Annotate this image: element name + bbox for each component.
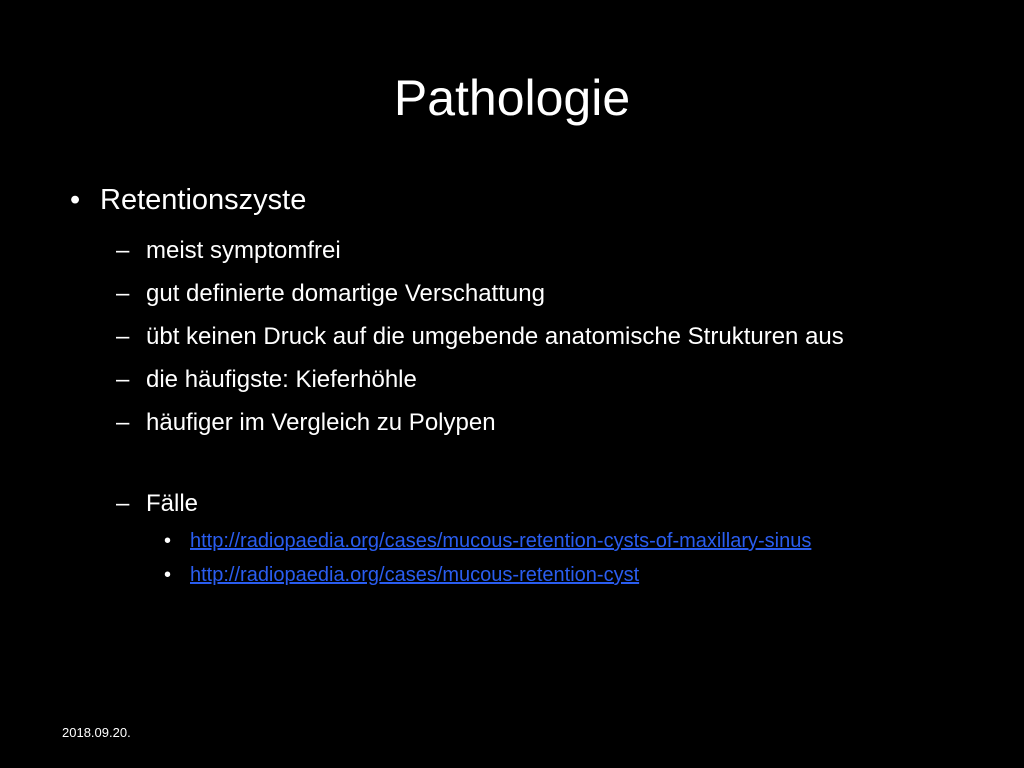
bullet-item-label: Retentionszyste <box>100 184 307 216</box>
sub-item-label: übt keinen Druck auf die umgebende anatomische Strukturen aus <box>146 323 844 350</box>
sub-item <box>60 279 980 308</box>
dash-icon: – <box>116 366 130 393</box>
bullet-item-retentionszyste <box>60 178 980 222</box>
link-item <box>60 530 970 552</box>
case-link[interactable]: http://radiopaedia.org/cases/mucous-retention-cysts-of-maxillary-sinus <box>190 530 812 552</box>
sub-item-label: meist symptomfrei <box>146 237 341 264</box>
bullet-icon: • <box>164 564 172 586</box>
bullet-icon: • <box>70 184 81 216</box>
dash-icon: – <box>116 409 130 436</box>
dash-icon: – <box>116 323 130 350</box>
bullet-icon: • <box>164 530 172 552</box>
dash-icon: – <box>116 490 130 517</box>
dash-icon: – <box>116 237 130 264</box>
sub-item-label: die häufigste: Kieferhöhle <box>146 366 417 393</box>
sub-item-label: häufiger im Vergleich zu Polypen <box>146 409 496 436</box>
dash-icon: – <box>116 280 130 307</box>
sub-item <box>60 236 980 265</box>
sub-item-cases <box>60 489 980 518</box>
slide-title: Pathologie <box>393 70 631 126</box>
sub-item <box>60 408 980 437</box>
slide-content <box>60 178 980 586</box>
sub-item <box>60 322 980 351</box>
sub-item-label: gut definierte domartige Verschattung <box>146 280 545 307</box>
link-item <box>60 564 970 586</box>
case-link[interactable]: http://radiopaedia.org/cases/mucous-retention-cyst <box>190 564 640 586</box>
sub-item <box>60 365 980 394</box>
cases-label: Fälle <box>146 490 199 517</box>
footer-date: 2018.09.20. <box>62 725 131 740</box>
